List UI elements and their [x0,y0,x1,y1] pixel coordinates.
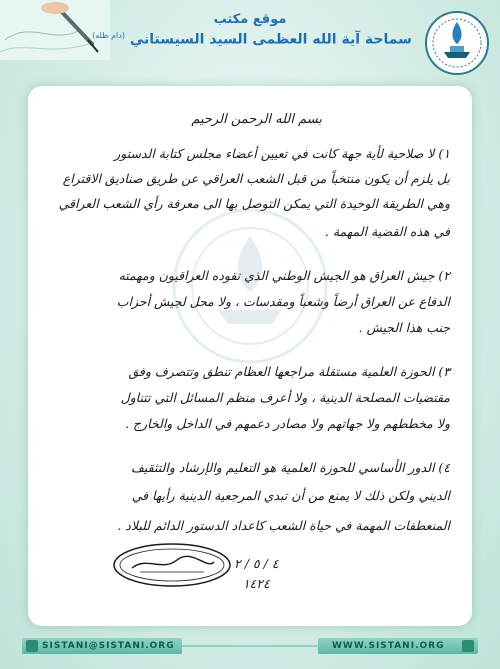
footer-divider [182,645,318,647]
office-title-text: سماحة آية الله العظمى السيد السيستاني [129,31,412,48]
letter-line: وهي الطريقة الوحيدة التي يمكن التوصل بها الى معرفة رأي الشعب العراقي [58,196,450,211]
letter-line: في هذه القضية المهمة . [324,224,450,239]
header [0,0,500,90]
letter-line: ٣) الحوزة العلمية مستقلة مراجعها العظام تنطق وتتصرف وفق [128,364,450,379]
footer-email-link[interactable] [22,638,182,654]
site-label: موقع مكتب [213,12,287,27]
honorific: (دام ظله) [92,31,125,40]
pen-writing-icon [0,0,110,60]
letter-date [234,554,279,594]
letter-line: المنعطفات المهمة في حياة الشعب كاعداد الدستور الدائم للبلاد . [117,518,450,533]
letter-line: ١) لا صلاحية لأية جهة كانت في تعيين أعضاء مجلس كتابة الدستور [114,146,450,161]
letter-line: ولا مخططهم ولا جهاتهم ولا مصادر دعمهم في الداخل والخارج . [125,416,450,431]
footer-website-link[interactable] [318,638,478,654]
footer [0,634,500,669]
office-seal-stamp [112,542,232,588]
letter-line: مقتضيات المصلحة الدينية ، ولا أعرف منظم المسائل التي تتناول [120,390,450,405]
office-title [70,31,430,48]
letter-paper [28,86,472,626]
footer-square-icon [26,640,38,652]
basmala: بسم الله الرحمن الرحيم [191,112,322,127]
date-hijri-year: ١٤٢٤ [242,576,270,591]
letter-line: جنب هذا الجيش . [358,320,450,335]
letter-line: ٤) الدور الأساسي للحوزة العلمية هو التعليم والإرشاد والتثقيف [130,460,450,475]
letter-line: الديني ولكن ذلك لا يمنع من أن تبدي المرجعية الدينية رأيها في [131,488,450,503]
date-hijri-day: ٤ / ٥ / ٢ [234,556,279,571]
footer-email: SISTANI@SISTANI.ORG [42,641,175,651]
letter-line: بل يلزم أن يكون منتخباً من قبل الشعب العراقي عن طريق صناديق الاقتراع [62,171,450,186]
letter-line: ٢) جيش العراق هو الجيش الوطني الذي تقوده العراقيون ومهمته [118,268,450,283]
footer-website: WWW.SISTANI.ORG [332,641,445,651]
letter-line: الدفاع عن العراق أرضاً وشعباً ومقدسات ، ولا محل لجيش أحزاب [116,294,450,309]
office-logo-icon[interactable] [424,10,490,76]
footer-square-icon [462,640,474,652]
